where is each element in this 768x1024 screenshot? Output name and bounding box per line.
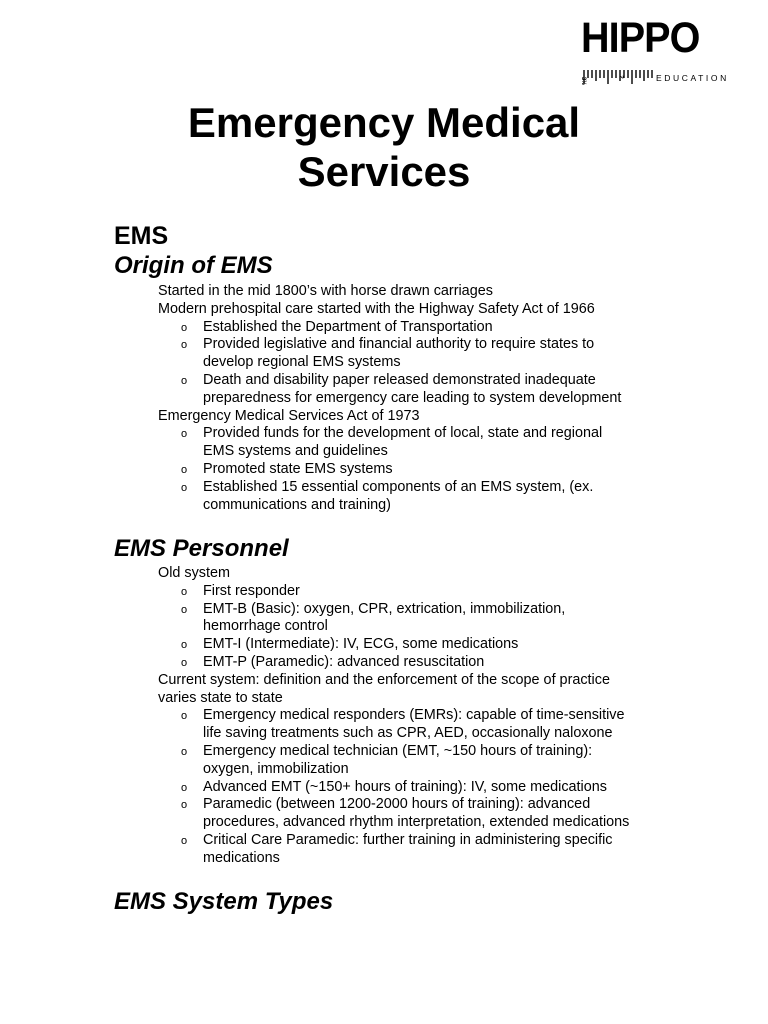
bullet-icon: o	[181, 374, 188, 387]
sub-list-item	[158, 479, 698, 515]
sub-list-item	[158, 583, 698, 601]
sub-item-text: Promoted state EMS systems	[203, 460, 393, 477]
bullet-icon: o	[181, 585, 188, 598]
sub-list-item	[158, 707, 698, 743]
sub-list-item	[158, 636, 698, 654]
sub-list-item	[158, 796, 698, 832]
sub-list-item	[158, 743, 698, 779]
sub-item-text: Provided funds for the development of local, state and regional	[203, 425, 603, 442]
sub-item-text: medications	[203, 849, 280, 866]
logo-ruler-mark: 2	[617, 75, 624, 79]
bullet-icon: o	[181, 603, 188, 616]
sub-item-text: Emergency medical technician (EMT, ~150 hours of training):	[203, 742, 593, 759]
sub-item-text: life saving treatments such as CPR, AED, occasionally naloxone	[203, 725, 613, 742]
sub-item-text: Established 15 essential components of an EMS system, (ex.	[203, 478, 594, 495]
bullet-icon: o	[181, 710, 188, 723]
bullet-icon: o	[181, 834, 188, 847]
sub-list-item	[158, 779, 698, 797]
section-personnel-content	[158, 565, 698, 868]
bullet-icon: o	[181, 799, 188, 812]
bullet-icon: o	[181, 745, 188, 758]
sub-item-text: EMS systems and guidelines	[203, 443, 388, 460]
sub-item-text: Critical Care Paramedic: further training in administering specific	[203, 831, 613, 848]
title-line: Services	[297, 148, 471, 195]
title-line: Emergency Medical	[187, 99, 581, 146]
sub-list-item	[158, 601, 698, 637]
sub-item-text: Established the Department of Transportation	[203, 318, 493, 335]
sub-item-text: Paramedic (between 1200-2000 hours of training): advanced	[203, 796, 591, 813]
bullet-icon: o	[181, 321, 188, 334]
section-heading-personnel: EMS Personnel	[114, 535, 289, 562]
sub-list-item	[158, 336, 698, 372]
sub-list-item	[158, 654, 698, 672]
logo-ruler-mark: 3½	[580, 76, 587, 86]
sub-item-text: EMT-P (Paramedic): advanced resuscitation	[203, 653, 485, 670]
bullet-icon: o	[181, 428, 188, 441]
bullet-icon: o	[181, 781, 188, 794]
logo-wordmark: HIPPO	[581, 14, 700, 62]
section-origin-content	[158, 283, 698, 514]
sub-list-item	[158, 461, 698, 479]
sub-item-text: First responder	[203, 582, 300, 599]
list-item: Emergency Medical Services Act of 1973	[158, 407, 420, 424]
sub-item-text: hemorrhage control	[203, 618, 328, 635]
list-item: Old system	[158, 565, 230, 581]
sub-item-text: EMT-I (Intermediate): IV, ECG, some medications	[203, 636, 519, 653]
logo-subtext: EDUCATION	[656, 73, 729, 83]
sub-item-text: Provided legislative and financial authority to require states to	[203, 336, 595, 353]
bullet-icon: o	[181, 463, 188, 476]
sub-item-text: preparedness for emergency care leading to system development	[203, 389, 622, 406]
list-item: Started in the mid 1800’s with horse drawn carriages	[158, 283, 493, 299]
sub-item-text: develop regional EMS systems	[203, 354, 401, 371]
bullet-icon: o	[181, 656, 188, 669]
sub-item-text: communications and training)	[203, 496, 391, 513]
heading-ems: EMS	[114, 222, 169, 250]
list-item: Current system: definition and the enforcement of the scope of practice varies state to state	[158, 671, 610, 706]
section-heading-system-types: EMS System Types	[114, 888, 334, 915]
section-heading-origin: Origin of EMS	[114, 252, 273, 279]
sub-item-text: Death and disability paper released demonstrated inadequate	[203, 371, 596, 388]
page-title	[0, 98, 768, 196]
bullet-icon: o	[181, 639, 188, 652]
sub-item-text: Advanced EMT (~150+ hours of training): IV, some medications	[203, 778, 607, 795]
ruler-icon	[583, 70, 653, 88]
sub-item-text: procedures, advanced rhythm interpretation, extended medications	[203, 814, 630, 831]
sub-item-text: oxygen, immobilization	[203, 760, 349, 777]
sub-list-item	[158, 832, 698, 868]
list-item: Modern prehospital care started with the Highway Safety Act of 1966	[158, 300, 595, 317]
bullet-icon: o	[181, 481, 188, 494]
sub-item-text: Emergency medical responders (EMRs): capable of time-sensitive	[203, 707, 625, 724]
sub-item-text: EMT-B (Basic): oxygen, CPR, extrication, immobilization,	[203, 600, 566, 617]
sub-list-item	[158, 372, 698, 408]
sub-list-item	[158, 319, 698, 337]
hippo-education-logo	[580, 14, 741, 90]
bullet-icon: o	[181, 339, 188, 352]
sub-list-item	[158, 425, 698, 461]
